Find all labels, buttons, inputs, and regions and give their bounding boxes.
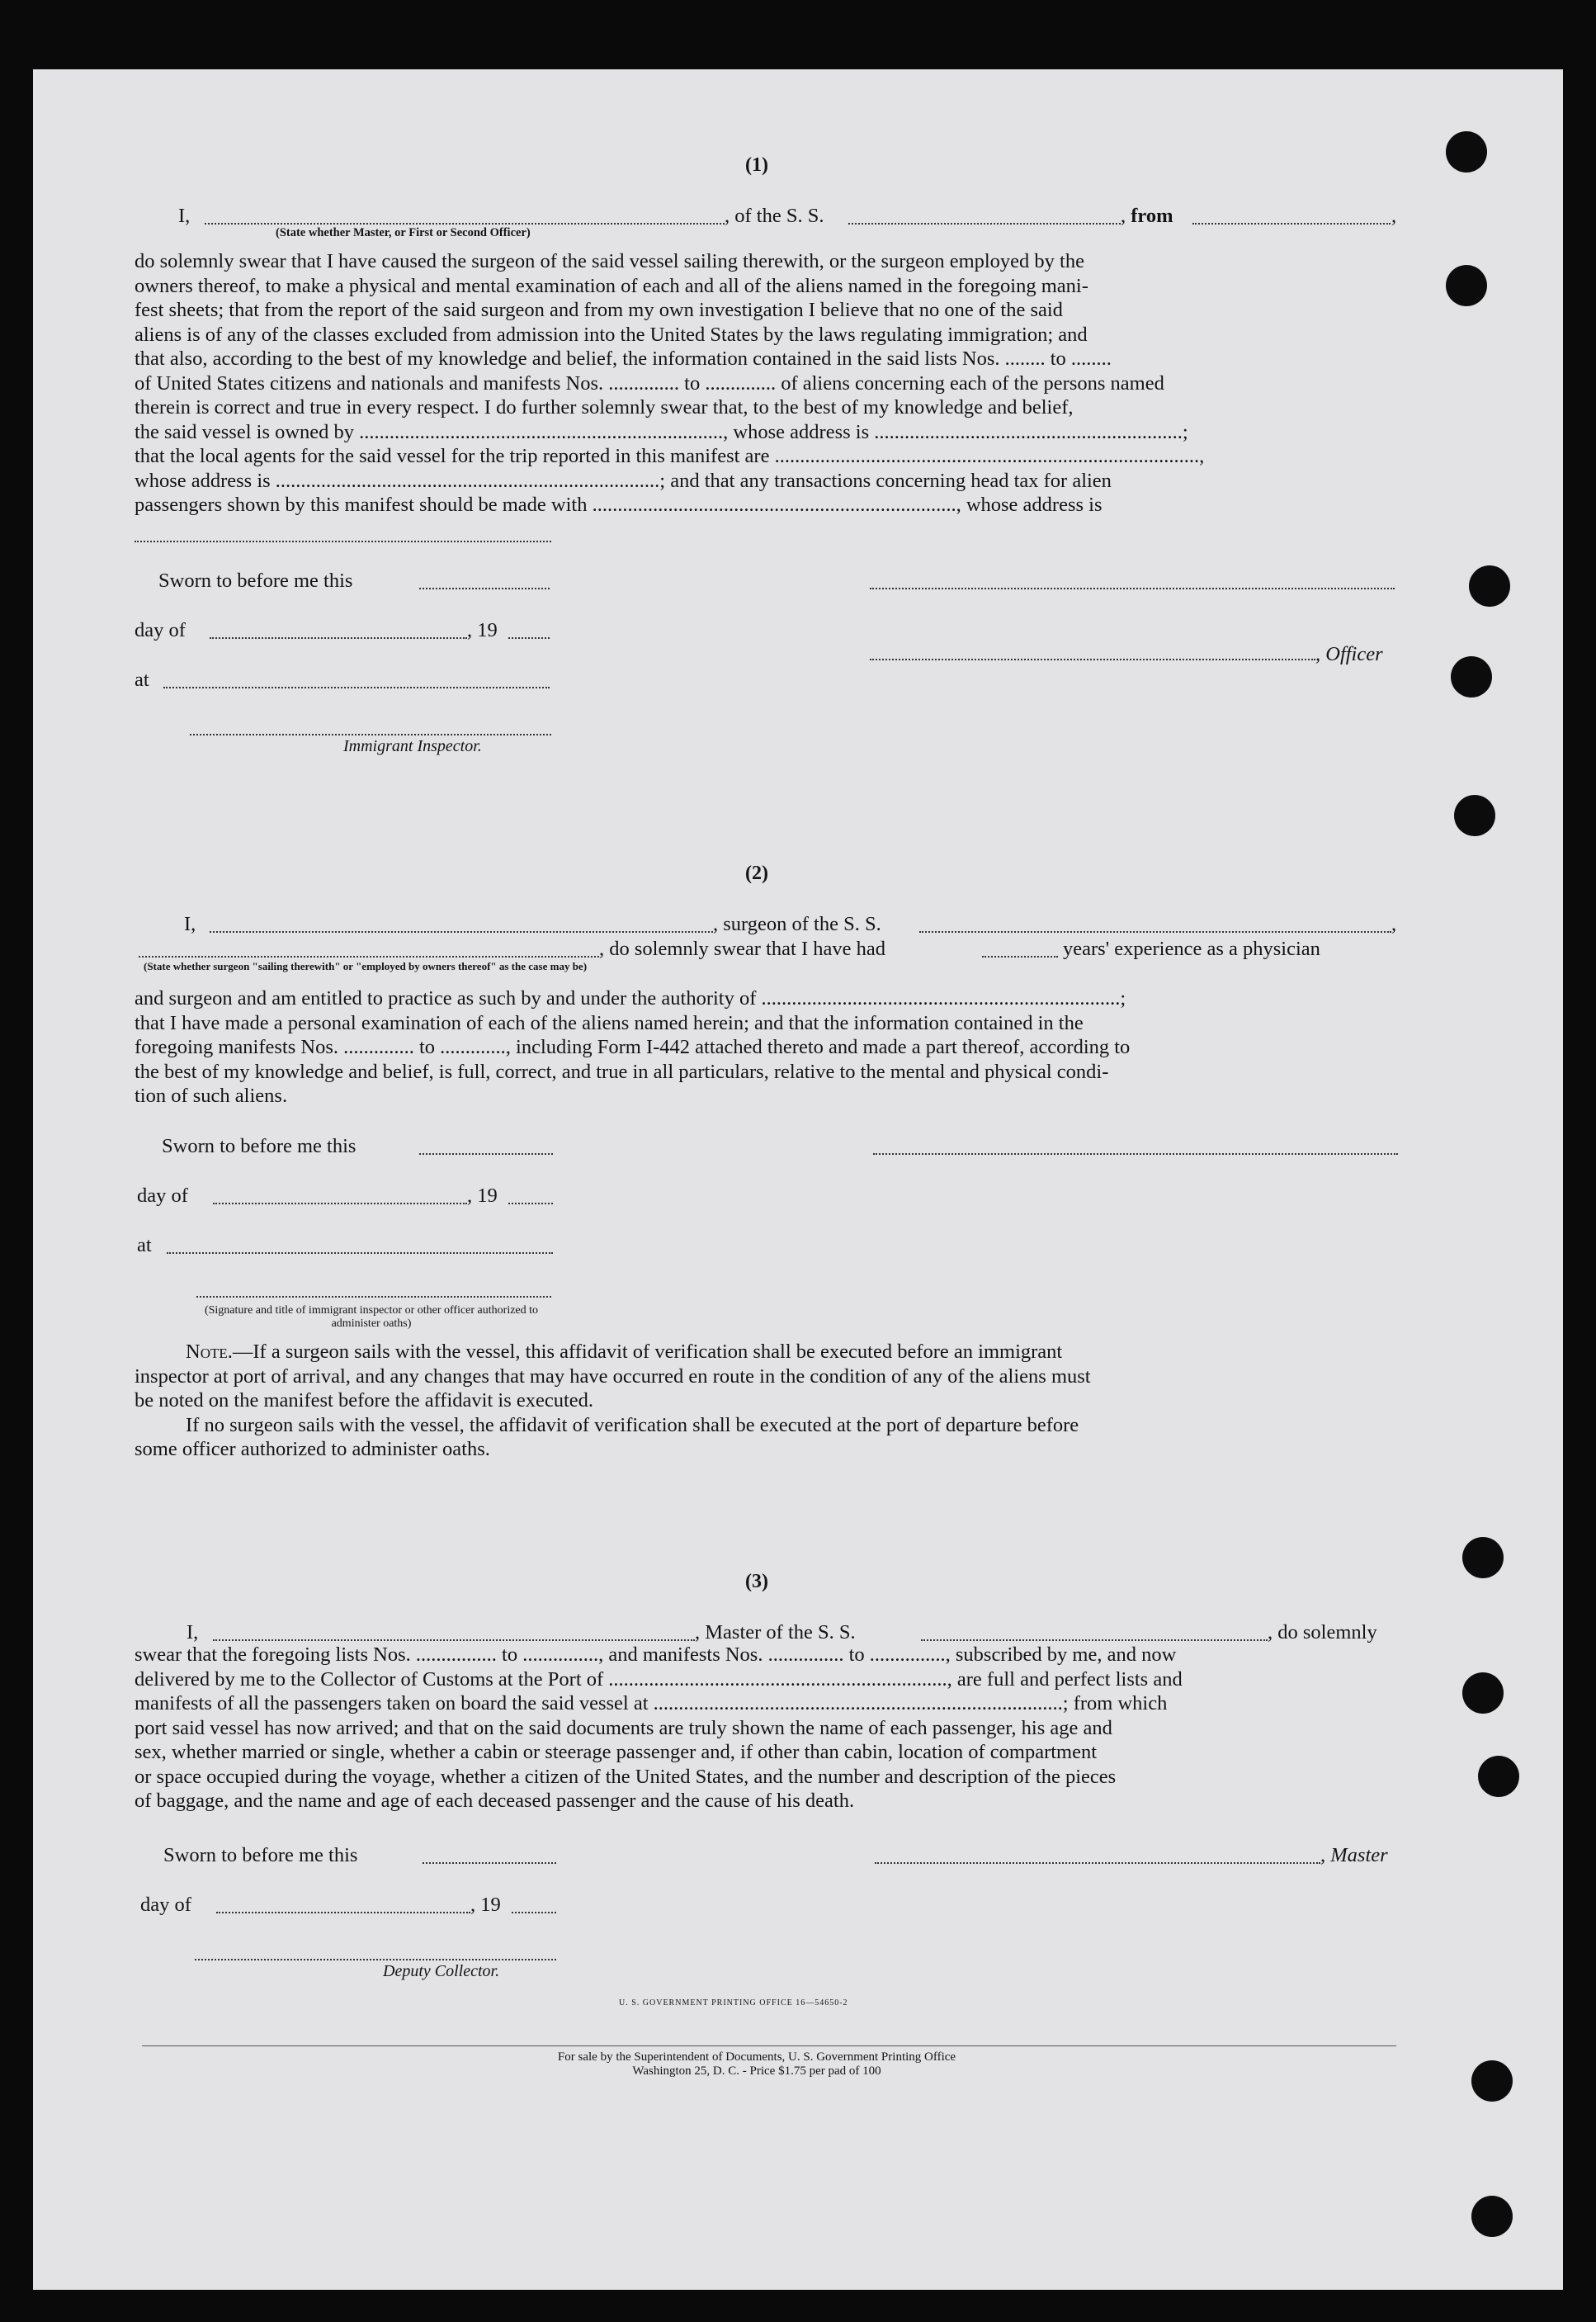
footer-line: Washington 25, D. C. - Price $1.75 per pad of 100 <box>632 2064 881 2078</box>
at-label: at <box>137 1234 152 1256</box>
section1-number: (1) <box>745 154 768 176</box>
signature-caption: (Signature and title of immigrant inspector or other officer authorized to administer oaths) <box>204 1304 539 1330</box>
section2-line: the best of my knowledge and belief, is full, correct, and true in all particulars, relative to the mental and physical condi- <box>135 1060 1109 1083</box>
section1-body <box>135 249 1397 518</box>
section2-line: that I have made a personal examination of each of the aliens named herein; and that the information contained in the <box>135 1011 1084 1034</box>
section2-line: and surgeon and am entitled to practice as such by and under the authority of .......................................................................; <box>135 987 1126 1010</box>
day-of-label: day of <box>137 1185 188 1207</box>
from-text: from <box>1131 205 1173 227</box>
sworn-day-field[interactable] <box>419 1153 553 1155</box>
year-field[interactable] <box>508 1203 553 1204</box>
year-field[interactable] <box>508 637 550 639</box>
section1-line: the said vessel is owned by ........................................................................, whose address is .............................................................; <box>135 420 1188 443</box>
section1-line: that also, according to the best of my knowledge and belief, the information contained in the said lists Nos. ........ to ........ <box>135 348 1112 370</box>
punch-hole <box>1469 565 1510 607</box>
note-line: some officer authorized to administer oaths. <box>135 1438 490 1460</box>
surgeon-swear-label: , do solemnly swear that I have had <box>599 938 885 960</box>
day-of-field[interactable] <box>216 1912 470 1913</box>
section1-line: owners thereof, to make a physical and mental examination of each and all of the aliens named in the foregoing mani- <box>135 274 1088 297</box>
section3-line: of baggage, and the name and age of each deceased passenger and the cause of his death. <box>135 1790 855 1812</box>
note-block <box>135 1340 1397 1462</box>
note-label: Note. <box>186 1341 233 1363</box>
footer <box>0 2050 1513 2078</box>
vessel-name-field[interactable] <box>848 223 1121 225</box>
at-place-field[interactable] <box>163 687 550 688</box>
from-port-field[interactable] <box>1192 223 1391 225</box>
day-of-field[interactable] <box>210 637 467 639</box>
note-line: be noted on the manifest before the affidavit is executed. <box>135 1389 594 1412</box>
section1-line: of United States citizens and nationals and manifests Nos. .............. to .............. of aliens concerning each of the persons named <box>135 371 1164 395</box>
master-name-field[interactable] <box>213 1639 695 1641</box>
section1-line: fest sheets; that from the report of the said surgeon and from my own investigation I believe that no one of the said <box>135 299 1063 321</box>
section3-line: or space occupied during the voyage, whether a citizen of the United States, and the number and description of the pieces <box>135 1765 1117 1788</box>
footer-rule <box>142 2045 1396 2046</box>
surgeon-status-field[interactable] <box>139 956 599 958</box>
sworn-day-field[interactable] <box>419 588 550 589</box>
section1-line: that the local agents for the said vessel for the trip reported in this manifest are ...................................................................................., <box>135 445 1205 467</box>
section2-line: tion of such aliens. <box>135 1085 288 1107</box>
master-signature-field[interactable] <box>875 1862 1320 1864</box>
year-label: , 19 <box>467 1185 498 1207</box>
day-of-label: day of <box>135 619 186 641</box>
comma: , <box>1391 205 1397 227</box>
sworn-label: Sworn to before me this <box>162 1135 357 1157</box>
section3-line: swear that the foregoing lists Nos. ................ to ..............., and manifests Nos. ............... to ..............., subscribed by me, and now <box>135 1643 1177 1666</box>
printing-office-imprint: U. S. GOVERNMENT PRINTING OFFICE 16—54650-2 <box>619 1998 848 2008</box>
section1-line: whose address is ............................................................................; and that any transactions concerning head tax for alien <box>135 469 1112 492</box>
year-label: , 19 <box>467 619 498 641</box>
section3-line: delivered by me to the Collector of Customs at the Port of ..................................................................., are full and perfect lists and <box>135 1667 1183 1691</box>
section2-body <box>135 986 1397 1109</box>
from-label: , from <box>1121 205 1173 227</box>
sworn-label: Sworn to before me this <box>163 1844 358 1866</box>
section3-number: (3) <box>745 1571 768 1592</box>
do-solemnly-label: , do solemnly <box>1268 1621 1377 1643</box>
section3-line: manifests of all the passengers taken on board the said vessel at .................................................................................; from which <box>135 1692 1168 1714</box>
year-label: , 19 <box>470 1894 501 1916</box>
sworn-day-field[interactable] <box>423 1862 556 1864</box>
section1-blank-line[interactable] <box>135 541 551 542</box>
deputy-signature-field[interactable] <box>195 1959 556 1960</box>
officer-signature-field[interactable] <box>870 588 1395 589</box>
inspector-signature-field[interactable] <box>190 734 551 735</box>
master-vessel-field[interactable] <box>921 1639 1268 1641</box>
surgeon-vessel-field[interactable] <box>919 931 1391 933</box>
years-label: years' experience as a physician <box>1063 938 1320 960</box>
surgeon-signature-field[interactable] <box>873 1153 1398 1155</box>
section3-body <box>135 1643 1397 1814</box>
punch-hole <box>1471 2196 1513 2237</box>
note-text: —If a surgeon sails with the vessel, this affidavit of verification shall be executed before an immigrant <box>232 1341 1063 1363</box>
section2-number: (2) <box>745 863 768 884</box>
section3-line: port said vessel has now arrived; and that on the said documents are truly shown the name of each passenger, his age and <box>135 1716 1112 1739</box>
comma: , <box>1391 913 1397 935</box>
master-of-label: , Master of the S. S. <box>695 1621 856 1643</box>
years-field[interactable] <box>982 956 1058 958</box>
surgeon-name-field[interactable] <box>210 931 713 933</box>
sworn-label: Sworn to before me this <box>158 570 353 592</box>
section1-line: do solemnly swear that I have caused the surgeon of the said vessel sailing therewith, or the surgeon employed by the <box>135 250 1084 272</box>
master-name-field[interactable] <box>205 223 725 225</box>
deputy-label: Deputy Collector. <box>383 1962 500 1980</box>
section1-line: passengers shown by this manifest should be made with ........................................................................, whose address is <box>135 494 1103 516</box>
surgeon-of-label: , surgeon of the S. S. <box>713 913 881 935</box>
year-field[interactable] <box>512 1912 556 1913</box>
of-ss-label: , of the S. S. <box>725 205 824 227</box>
at-place-field[interactable] <box>167 1252 553 1254</box>
at-label: at <box>135 669 149 691</box>
day-of-field[interactable] <box>213 1203 467 1204</box>
punch-hole <box>1454 795 1495 836</box>
note-line: If no surgeon sails with the vessel, the affidavit of verification shall be executed at the port of departure before <box>186 1413 1079 1436</box>
section2-i-label: I, <box>184 913 196 935</box>
note-line: inspector at port of arrival, and any changes that may have occurred en route in the condition of any of the aliens must <box>135 1364 1091 1388</box>
officer-label: , Officer <box>1315 643 1383 665</box>
surgeon-caption: (State whether surgeon "sailing therewith" or "employed by owners thereof" as the case may be) <box>144 960 588 972</box>
punch-hole <box>1478 1756 1519 1797</box>
inspector-label: Immigrant Inspector. <box>343 737 482 755</box>
punch-hole <box>1451 656 1492 698</box>
master-caption: (State whether Master, or First or Second Officer) <box>276 226 531 239</box>
day-of-label: day of <box>140 1894 191 1916</box>
section2-line: foregoing manifests Nos. .............. to ............., including Form I-442 attached thereto and made a part thereof, according to <box>135 1036 1131 1058</box>
officer-name-field[interactable] <box>870 659 1315 660</box>
section3-line: sex, whether married or single, whether a cabin or steerage passenger and, if other than cabin, location of compartment <box>135 1741 1098 1763</box>
note-line <box>135 1340 1397 1364</box>
official-signature-field[interactable] <box>196 1296 551 1298</box>
section1-line: aliens is of any of the classes excluded from admission into the United States by the laws regulating immigration; and <box>135 323 1088 346</box>
section1-i-label: I, <box>178 205 191 227</box>
punch-hole <box>1462 1672 1504 1714</box>
master-label: , Master <box>1320 1844 1388 1866</box>
punch-hole <box>1446 265 1487 306</box>
footer-line: For sale by the Superintendent of Documents, U. S. Government Printing Office <box>557 2050 956 2064</box>
section3-i-label: I, <box>187 1621 199 1643</box>
section1-line: therein is correct and true in every respect. I do further solemnly swear that, to the best of my knowledge and belief, <box>135 396 1074 419</box>
